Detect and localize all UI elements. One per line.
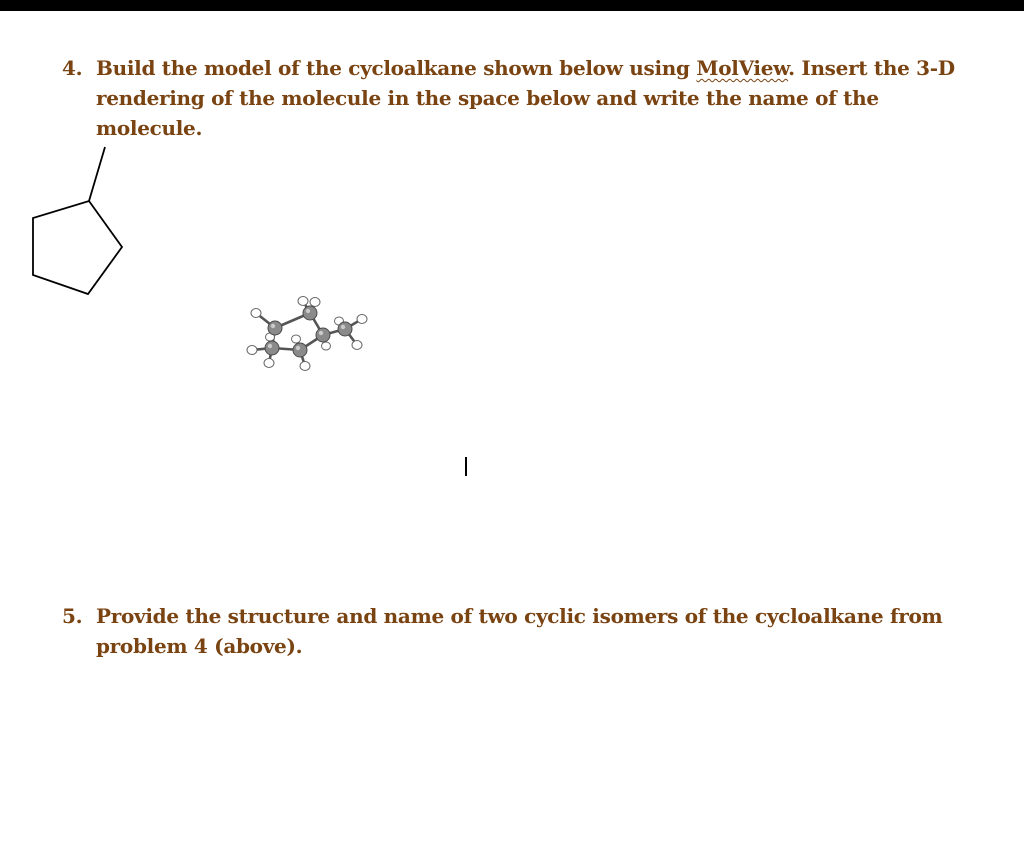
ball-and-stick-3d-icon[interactable] xyxy=(240,290,390,380)
question-5 xyxy=(62,601,962,661)
methylcyclopentane-structure xyxy=(26,143,136,303)
question-4 xyxy=(62,53,962,143)
text-cursor xyxy=(465,457,467,476)
question-5-text: Provide the structure and name of two cyclic isomers of the cycloalkane from problem 4 (above). xyxy=(96,604,943,658)
question-4-text xyxy=(96,53,962,143)
question-4-text-after: . Insert the 3-D rendering of the molecule in the space below and write the name of the molecule. xyxy=(96,56,955,140)
methyl-bond xyxy=(89,147,105,201)
top-bar xyxy=(0,0,1024,11)
question-5-number: 5. xyxy=(62,604,83,628)
question-4-text-before: Build the model of the cycloalkane shown below using xyxy=(96,56,697,80)
question-4-number: 4. xyxy=(62,56,83,80)
molview-spellcheck-word[interactable]: MolView xyxy=(696,56,789,80)
cyclopentane-ring xyxy=(33,201,122,294)
